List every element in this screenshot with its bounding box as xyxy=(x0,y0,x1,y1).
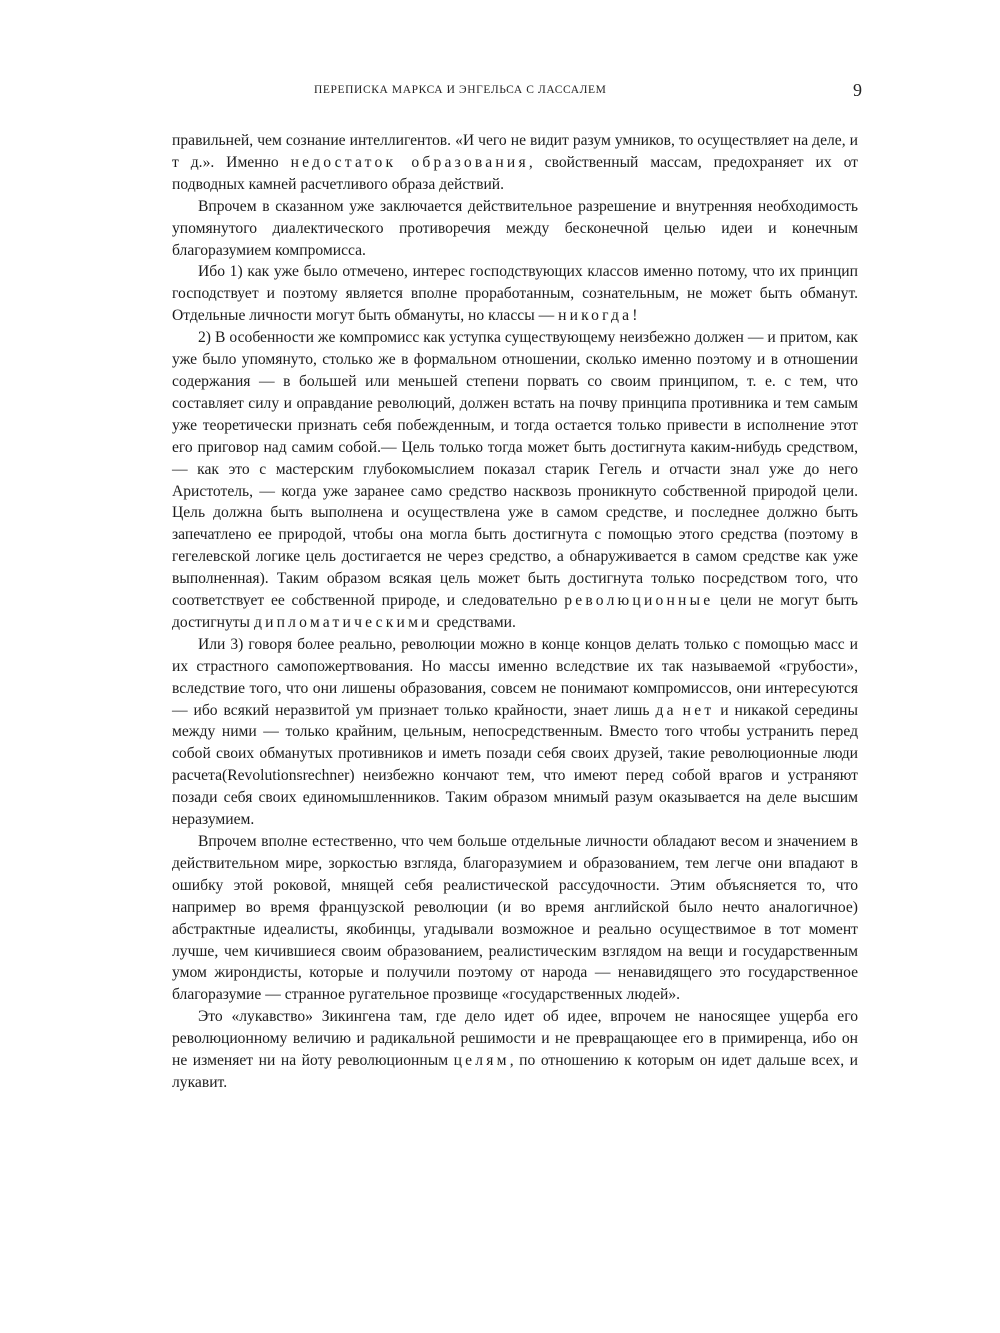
text-run: правильней, чем сознание интеллигентов. «И чего не видит разум умников, то осуществляет на деле, и т д.». Именно xyxy=(172,132,858,171)
paragraph xyxy=(172,831,858,1006)
spaced-emphasis: никогда xyxy=(558,307,633,325)
paragraph xyxy=(172,196,858,262)
spaced-emphasis: нет xyxy=(682,701,715,719)
text-run: Ибо 1) как уже было отмечено, интерес господствующих классов именно потому, что их принцип господствует и поэтому является вполне проработанным, сознательным, не может быть обманут. Отдельные личности могут быть обмануты, но классы — xyxy=(172,263,858,325)
spaced-emphasis: дипломатическими xyxy=(253,613,433,631)
paragraph xyxy=(172,130,858,196)
text-run: и никакой середины между ними — только крайним, цельным, непосредственным. Вместо того чтобы устранить перед собой своих обманутых противников и иметь позади себя своих друзей, такие революционные люди расчета(Revolutionsrechner) неизбежно кончают тем, что имеют перед собой врагов и устраняют позади себя своих единомышленников. Таким образом мнимый разум оказывается на деле высшим неразумием. xyxy=(172,701,858,829)
text-run: цели не могут быть достигнуты xyxy=(172,592,858,631)
spaced-emphasis: революционные xyxy=(564,592,714,610)
text-run: Впрочем вполне естественно, что чем больше отдельные личности обладают весом и значением в действительном мире, зоркостью взгляда, благоразумием и образованием, тем легче они впадают в ошибку этой роковой, мнящей себя реалистической рассудочности. Этим объясняется то, что например во время французской революции (и во время английской было нечто аналогичное) абстрактные идеалисты, якобинцы, угадывали возможное и реально осуществимое в тот момент лучше, чем кичившиеся своим образованием, реалистическим взглядом на вещи и государственным умом жирондисты, которые и получили поэтому от народа — ненавидящего это государственное благоразумие — странное ругательное прозвище «государственных людей». xyxy=(172,833,858,1004)
text-run: 2) В особенности же компромисс как уступка существующему неизбежно должен — и притом, как уже было упомянуто, столько же в формальном отношении, сколько именно поэтому и в отношении содержания — в большей или меньшей степени порвать со своим принципом, т. е. с тем, что составляет силу и оправдание революций, должен встать на почву принципа противника и тем самым уже теоретически признать себя побежденным, и тогда остается только привести в исполнение этот его приговор над самим собой.— Цель только тогда может быть достигнута каким-нибудь средством, — как это с мастерским глубокомыслием показал старик Гегель и отчасти знал уже до него Аристотель, — когда уже заранее само средство насквозь проникнуто собственной природой цели. Цель должна быть выполнена и осуществлена уже в самом средстве, и последнее должно быть запечатлено ее природой, чтобы она могла быть достигнута с помощью этого средства (поэтому в гегелевской логике цель достигается не через средство, а обнаруживается в самом средстве как уже выполненная). Таким образом всякая цель может быть достигнута только посредством того, что соответствует ее собственной природе, и следовательно xyxy=(172,329,858,610)
paragraph xyxy=(172,1006,858,1094)
text-run: ! xyxy=(632,307,638,325)
text-run: , свойственный массам, предохраняет их от подводных камней расчетливого образа действий. xyxy=(172,153,858,193)
paragraph xyxy=(172,634,858,831)
spaced-emphasis: да xyxy=(655,701,677,719)
text-run: Впрочем в сказанном уже заключается действительное разрешение и внутренняя необходимость упомянутого диалектического противоречия между бесконечной целью идеи и конечным благоразумием компромисса. xyxy=(172,197,858,259)
page-number: 9 xyxy=(853,80,862,100)
body-text xyxy=(172,130,858,1094)
paragraph xyxy=(172,261,858,327)
page-header xyxy=(172,80,862,108)
text-run: , по отношению к которым он идет дальше всех, и лукавит. xyxy=(172,1052,858,1091)
running-title: ПЕРЕПИСКА МАРКСА И ЭНГЕЛЬСА С ЛАССАЛЕМ xyxy=(314,84,607,96)
text-run: Это «лукавство» Зикингена там, где дело идет об идее, впрочем не наносящее ущерба его революционному величию и радикальной решимости и не превращающее его в примиренца, ибо он не изменяет ни на йоту революционным xyxy=(172,1008,858,1070)
text-run: Или 3) говоря более реально, революции можно в конце концов делать только с помощью масс и их страстного самопожертвования. Но массы именно вследствие их так называемой «грубости», вследствие того, что они лишены образования, совсем не понимают компромиссов, они интересуются— ибо всякий неразвитой ум признает только крайности, знает лишь xyxy=(172,635,858,719)
text-run: средствами. xyxy=(432,613,516,631)
spaced-emphasis: целям xyxy=(453,1052,510,1070)
paragraph xyxy=(172,327,858,634)
spaced-emphasis: недостаток образования xyxy=(290,153,529,171)
